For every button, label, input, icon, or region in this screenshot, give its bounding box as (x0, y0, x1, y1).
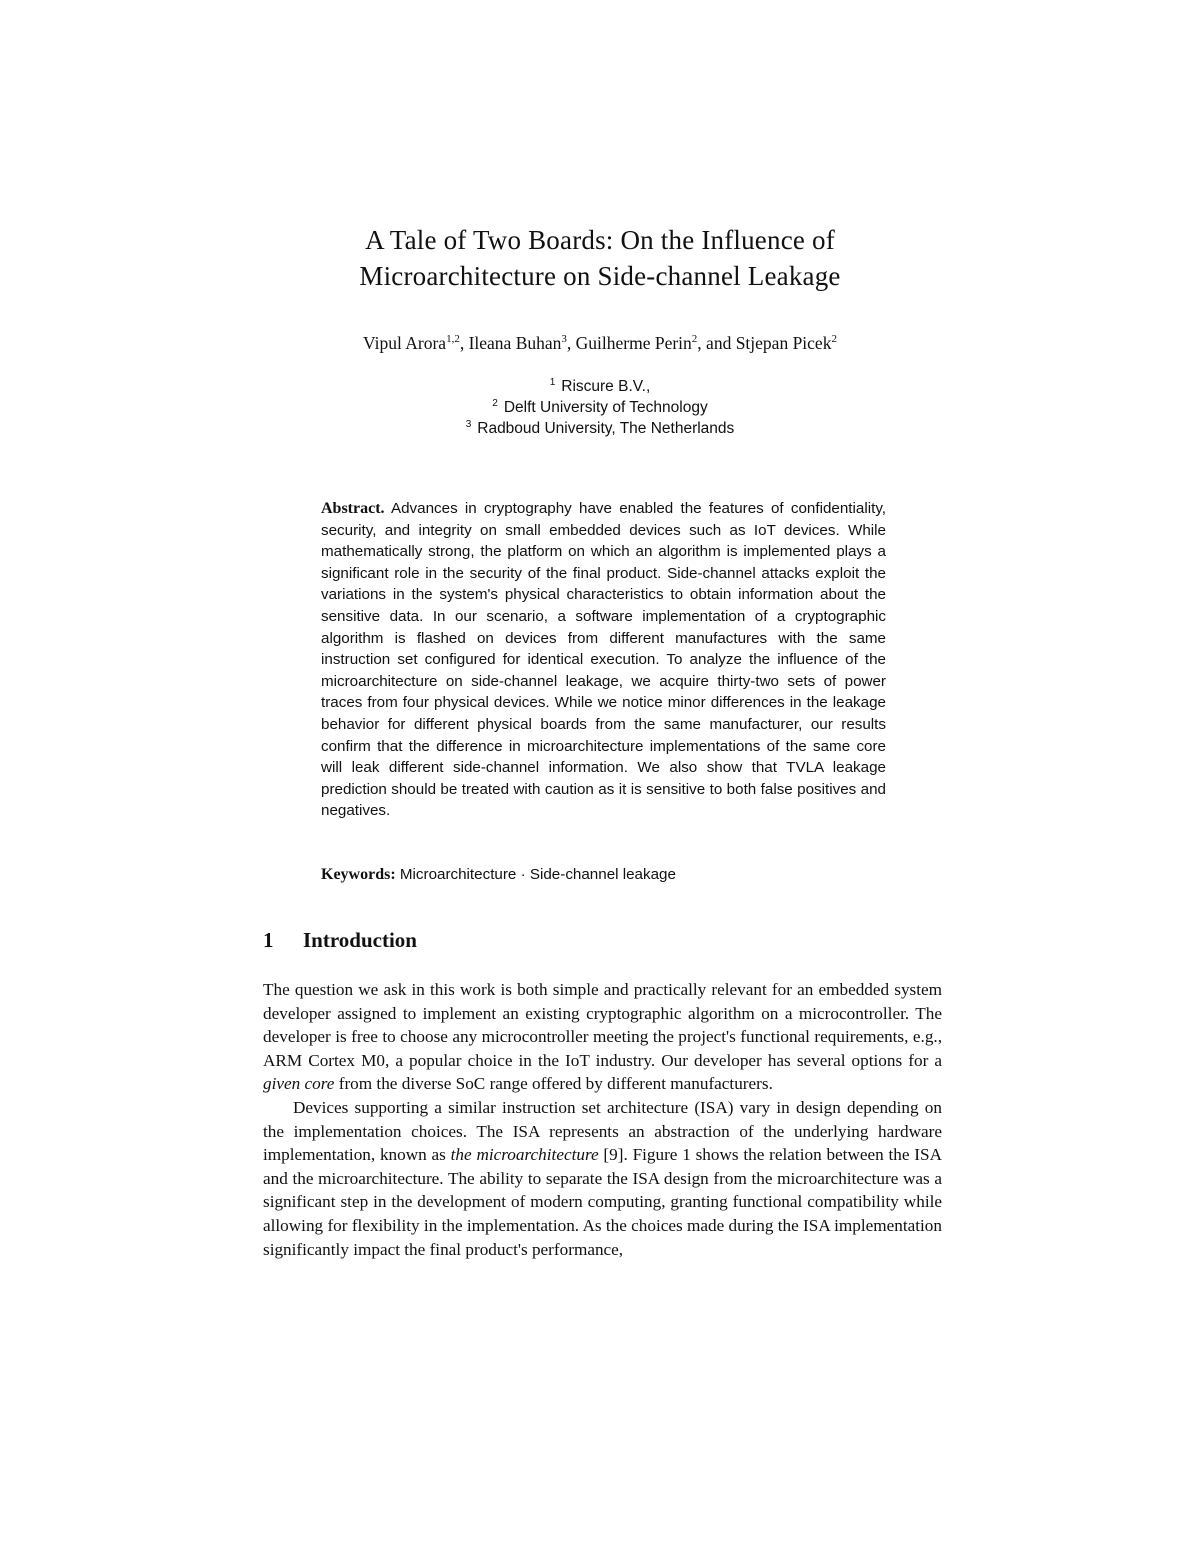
title-line-2: Microarchitecture on Side-channel Leakage (359, 261, 841, 291)
affiliation-text: Delft University of Technology (503, 399, 708, 416)
affiliation-text: Radboud University, The Netherlands (477, 420, 735, 437)
emphasis-text: given core (263, 1074, 335, 1094)
author-name: Ileana Buhan (468, 333, 562, 353)
affiliation-item (300, 397, 900, 418)
affiliation-number: 3 (465, 419, 472, 430)
section-heading (263, 926, 417, 954)
author-separator: , and (697, 333, 736, 353)
abstract-text: Advances in cryptography have enabled the features of confidentiality, security, and integrity on small embedded devices such as IoT devices. While mathematically strong, the platform on which an algorithm is implemented plays a significant role in the security of the final product. Side-channel attacks exploit the variations in the system's physical characteristics to obtain information about the sensitive data. In our scenario, a software implementation of a cryptographic algorithm is flashed on devices from different manufactures with the same instruction set configured for identical execution. To analyze the influence of the microarchitecture on side-channel leakage, we acquire thirty-two sets of power traces from four physical devices. While we notice minor differences in the leakage behavior for different physical boards from the same manufacturer, our results confirm that the difference in microarchitecture implementations of the same core will leak different side-channel information. We also show that TVLA leakage prediction should be treated with caution as it is sensitive to both false positives and negatives. (321, 500, 887, 820)
author-list (200, 332, 1000, 354)
author-name: Vipul Arora (363, 333, 447, 353)
author-separator: , (459, 333, 469, 353)
author-affiliation-mark: 1,2 (446, 333, 460, 345)
section-title: Introduction (303, 928, 417, 952)
author-affiliation-mark: 2 (691, 333, 698, 345)
author-separator: , (566, 333, 576, 353)
paragraph-text: [9]. Figure 1 shows the relation between the ISA and the microarchitecture. The ability to separate the ISA design from the microarchitecture was a significant step in the development of modern computing, granting functional compatibility while allowing for flexibility in the implementation. As the choices made during the ISA implementation significantly impact the final product's performance, (263, 1145, 942, 1259)
affiliation-item (300, 418, 900, 439)
author-name: Guilherme Perin (575, 333, 692, 353)
paragraph (263, 1096, 942, 1261)
abstract (321, 498, 886, 822)
keywords-label: Keywords: (321, 866, 396, 883)
affiliation-text: Riscure B.V., (561, 378, 651, 395)
affiliation-list (300, 376, 900, 439)
paragraph (263, 978, 942, 1096)
emphasis-text: the microarchitecture (450, 1145, 599, 1165)
author-name: Stjepan Picek (735, 333, 832, 353)
affiliation-number: 2 (492, 398, 498, 409)
paragraph-text: The question we ask in this work is both simple and practically relevant for an embedded system developer assigned to implement an existing cryptographic algorithm on a microcontroller. The developer is free to choose any microcontroller meeting the project's functional requirements, e.g., ARM Cortex M0, a popular choice in the IoT industry. Our developer has several options for a (263, 980, 942, 1070)
section-body (263, 978, 942, 1261)
author-affiliation-mark: 2 (831, 333, 837, 345)
keywords-text: Microarchitecture · Side-channel leakage (399, 866, 676, 883)
section-number: 1 (263, 928, 274, 952)
paper-title (200, 222, 1000, 294)
paragraph-text: from the diverse SoC range offered by different manufacturers. (334, 1074, 773, 1094)
affiliation-number: 1 (549, 377, 556, 388)
keywords (321, 864, 886, 886)
author-affiliation-mark: 3 (561, 333, 567, 345)
paragraph-text: Devices supporting a similar instruction set architecture (ISA) vary in design depending on the implementation choices. The ISA represents an abstraction of the underlying hardware implementation, known as (263, 1097, 942, 1165)
title-line-1: A Tale of Two Boards: On the Influence of (365, 225, 835, 255)
affiliation-item (300, 376, 900, 397)
abstract-label: Abstract. (321, 500, 385, 517)
